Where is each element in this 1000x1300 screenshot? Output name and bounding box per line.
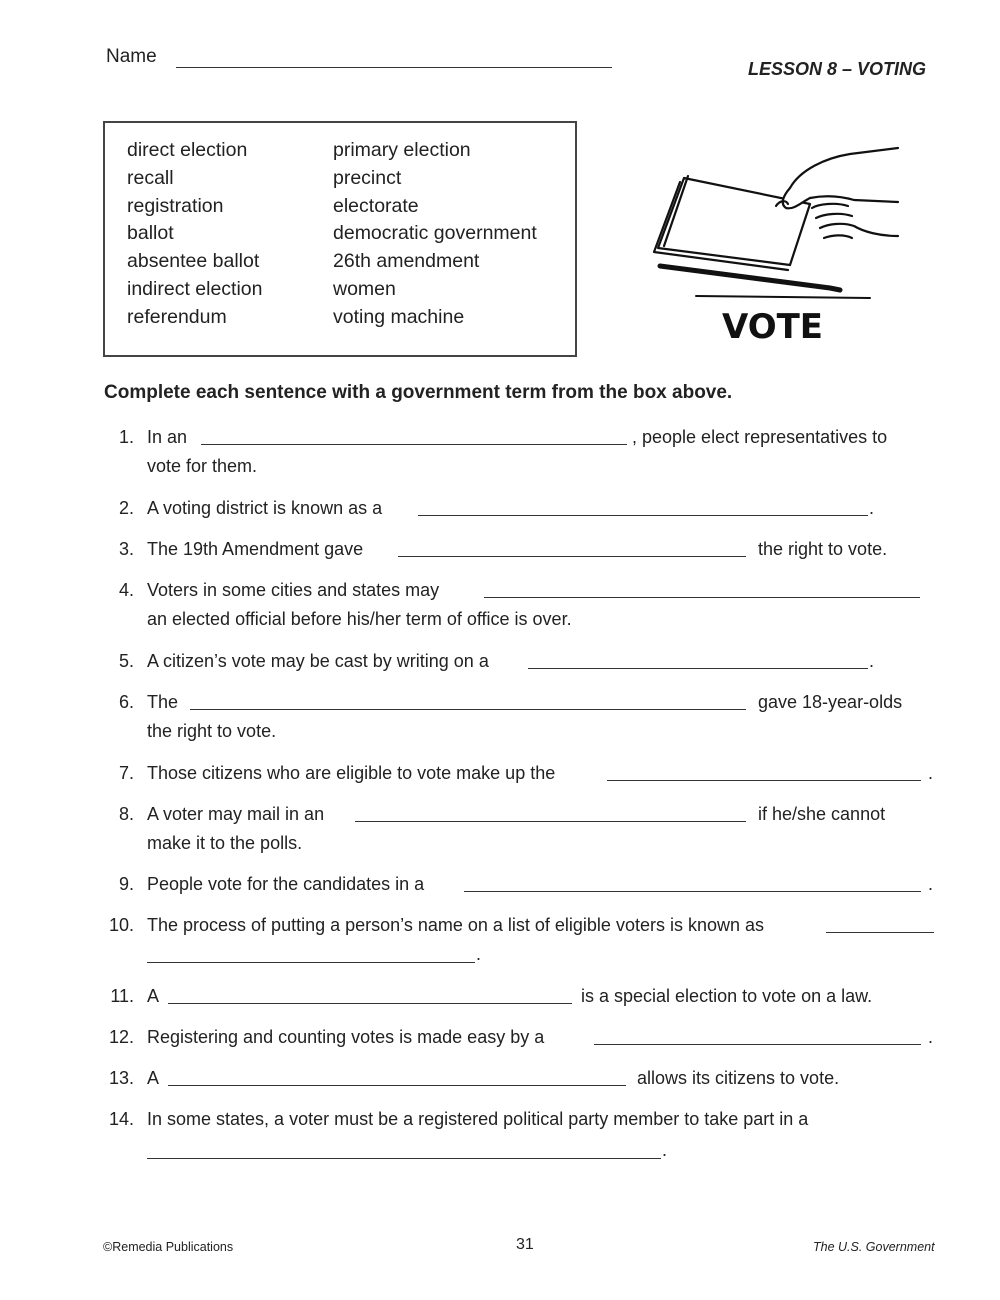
question-text: In some states, a voter must be a registered political party member to take part in a (147, 1109, 809, 1129)
question-continuation: make it to the polls. (147, 833, 303, 853)
question-text: , people elect representatives to (632, 427, 888, 447)
name-field[interactable] (176, 67, 612, 68)
question-text: Voters in some cities and states may (147, 580, 440, 600)
question-text: . (928, 874, 934, 894)
question-text: The 19th Amendment gave (147, 539, 364, 559)
question-number: 2. (118, 498, 134, 518)
question-text: A voting district is known as a (147, 498, 383, 518)
word-bank-term: 26th amendment (333, 250, 480, 273)
word-bank-term: ballot (127, 222, 174, 245)
question-text: allows its citizens to vote. (637, 1068, 840, 1088)
word-bank-column-2 (333, 137, 537, 332)
question-continuation: vote for them. (147, 456, 258, 476)
question-text: Those citizens who are eligible to vote make up the (147, 763, 556, 783)
footer-publisher: ©Remedia Publications (103, 1240, 234, 1254)
question-number: 13. (108, 1068, 134, 1088)
answer-blank[interactable] (168, 1069, 626, 1086)
answer-blank[interactable] (594, 1028, 921, 1045)
answer-blank[interactable] (147, 1142, 661, 1159)
answer-blank[interactable] (190, 693, 746, 710)
footer-book-title: The U.S. Government (813, 1240, 935, 1254)
word-bank-term: recall (127, 166, 174, 189)
question-text: if he/she cannot (758, 804, 886, 824)
word-bank-term: democratic government (333, 222, 537, 245)
lesson-title: LESSON 8 – VOTING (748, 59, 927, 79)
answer-blank[interactable] (484, 581, 920, 598)
word-bank-term: absentee ballot (127, 250, 260, 273)
name-label: Name (106, 46, 157, 67)
word-bank-term: women (333, 277, 396, 300)
word-bank-term: indirect election (127, 277, 263, 300)
question-text: In an (147, 427, 188, 447)
question-number: 7. (118, 763, 134, 783)
question-text: . (928, 763, 934, 783)
page-number: 31 (516, 1236, 534, 1253)
answer-blank[interactable] (464, 875, 921, 892)
word-bank-term: referendum (127, 305, 227, 328)
question-text: is a special election to vote on a law. (581, 986, 873, 1006)
ballot-box-illustration (640, 140, 900, 350)
answer-blank[interactable] (168, 987, 572, 1004)
answer-blank[interactable] (607, 764, 921, 781)
question-number: 4. (118, 580, 134, 600)
question-text: A citizen’s vote may be cast by writing on a (147, 651, 489, 671)
answer-blank[interactable] (528, 652, 868, 669)
answer-blank[interactable] (826, 916, 934, 933)
question-number: 14. (108, 1109, 134, 1129)
question-text: the right to vote. (758, 539, 888, 559)
question-number: 6. (118, 692, 134, 712)
question-number: 12. (108, 1027, 134, 1047)
question-text: gave 18-year-olds (758, 692, 903, 712)
answer-blank[interactable] (418, 499, 868, 516)
word-bank-term: precinct (333, 166, 402, 189)
question-text: People vote for the candidates in a (147, 874, 425, 894)
word-bank-term: voting machine (333, 305, 465, 328)
question-continuation: the right to vote. (147, 721, 277, 741)
vote-caption: VOTE (722, 307, 824, 347)
word-bank-term: direct election (127, 139, 248, 161)
question-number: 8. (118, 804, 134, 824)
question-text: A voter may mail in an (147, 804, 325, 824)
word-bank-term: primary election (333, 139, 471, 161)
question-continuation: an elected official before his/her term of office is over. (147, 609, 572, 629)
question-text: The (147, 692, 179, 712)
word-bank-term: electorate (333, 194, 419, 217)
question-text: . (928, 1027, 934, 1047)
word-bank-term: registration (127, 194, 224, 217)
question-number: 10. (108, 915, 134, 935)
instructions: Complete each sentence with a government term from the box above. (104, 382, 733, 403)
question-text: A (147, 1068, 160, 1088)
question-text: . (662, 1140, 668, 1160)
answer-blank[interactable] (201, 428, 627, 445)
question-text: Registering and counting votes is made easy by a (147, 1027, 545, 1047)
question-number: 5. (118, 651, 134, 671)
question-number: 11. (110, 986, 134, 1006)
question-text: . (869, 651, 875, 671)
question-text: The process of putting a person’s name on a list of eligible voters is known as (147, 915, 765, 935)
answer-blank[interactable] (355, 805, 746, 822)
question-text: . (476, 944, 482, 964)
question-number: 3. (118, 539, 134, 559)
question-text: A (147, 986, 160, 1006)
answer-blank[interactable] (147, 946, 475, 963)
answer-blank[interactable] (398, 540, 746, 557)
question-text: . (869, 498, 875, 518)
word-bank-column-1 (127, 137, 263, 332)
question-number: 9. (118, 874, 134, 894)
question-number: 1. (118, 427, 134, 447)
